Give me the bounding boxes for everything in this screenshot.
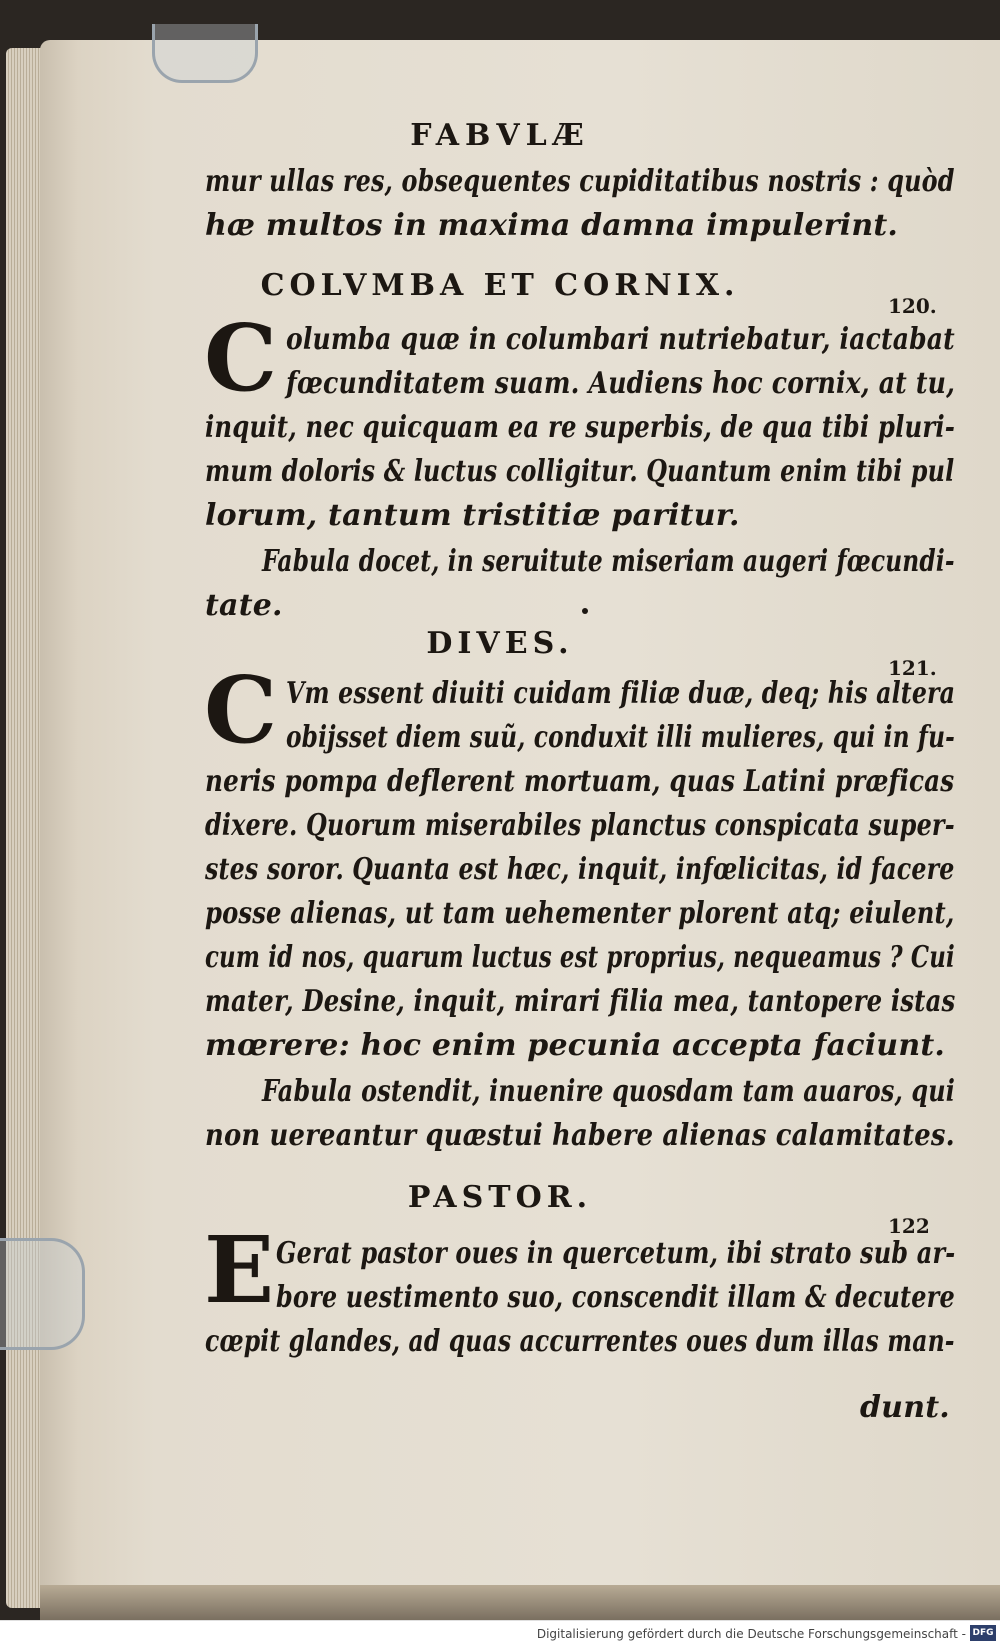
fable-moral: non uereantur quæstui habere alienas calamitates. <box>205 1118 955 1153</box>
fable-line: dixere. Quorum miserabiles planctus conspicata super- <box>205 808 955 843</box>
fable-moral: Fabula ostendit, inuenire quosdam tam auaros, qui <box>262 1074 956 1109</box>
fable-title: COLVMBA ET CORNIX. <box>260 268 740 303</box>
funding-credit: Digitalisierung gefördert durch die Deutsche Forschungsgemeinschaft - <box>536 1627 966 1641</box>
page-clip-left <box>0 1238 85 1350</box>
fable-number: 120. <box>888 294 937 318</box>
fable-line: dunt. <box>860 1390 950 1425</box>
dfg-logo[interactable]: DFG <box>970 1625 996 1641</box>
fable-line: stes soror. Quanta est hæc, inquit, infœlicitas, id facere <box>205 852 955 887</box>
drop-initial: E <box>204 1216 275 1324</box>
fable-line: bore uestimento suo, conscendit illam & decutere <box>276 1280 955 1315</box>
fable-line: Gerat pastor oues in quercetum, ibi strato sub ar- <box>276 1236 956 1271</box>
fable-line: obijsset diem suũ, conduxit illi mulieres, qui in fu- <box>286 720 955 755</box>
fable-number: 121. <box>888 656 937 680</box>
fable-line: fœcunditatem suam. Audiens hoc cornix, at tu, <box>286 366 956 401</box>
intro-line-2: hæ multos in maxima damna impulerint. <box>205 208 899 243</box>
fable-line: lorum, tantum tristitiæ paritur. <box>205 498 740 533</box>
fable-line: mum doloris & luctus colligitur. Quantum enim tibi pul <box>205 454 955 489</box>
fable-title: PASTOR. <box>407 1180 593 1215</box>
drop-initial: C <box>204 656 278 764</box>
intro-line-1: mur ullas res, obsequentes cupiditatibus nostris : quòd <box>205 164 955 199</box>
fable-line: olumba quæ in columbari nutriebatur, iactabat <box>286 322 955 357</box>
digitization-footer <box>0 1620 1000 1646</box>
page-clip-top <box>152 24 258 83</box>
page-bottom-edge <box>40 1585 1000 1620</box>
fable-number: 122 <box>888 1214 930 1238</box>
drop-initial: C <box>204 304 278 412</box>
ink-mark <box>582 608 588 614</box>
fable-line: Vm essent diuiti cuidam filiæ duæ, deq; his altera <box>286 676 956 711</box>
fable-moral: tate. <box>205 588 283 623</box>
fable-line: neris pompa deflerent mortuam, quas Latini præficas <box>205 764 955 799</box>
fable-line: mater, Desine, inquit, mirari filia mea, tantopere istas <box>205 984 956 1019</box>
fable-line: inquit, nec quicquam ea re superbis, de qua tibi pluri- <box>205 410 956 445</box>
fable-moral: Fabula docet, in seruitute miseriam augeri fœcundi- <box>262 544 955 579</box>
fable-title: DIVES. <box>426 626 574 661</box>
fable-line: posse alienas, ut tam uehementer plorent atq; eiulent, <box>205 896 955 931</box>
fable-line: cum id nos, quarum luctus est proprius, nequeamus ? Cui <box>205 940 955 975</box>
fable-line: mœrere: hoc enim pecunia accepta faciunt. <box>205 1028 946 1063</box>
running-header: FABVLÆ <box>410 118 590 153</box>
fable-line: cœpit glandes, ad quas accurrentes oues dum illas man- <box>205 1324 955 1359</box>
